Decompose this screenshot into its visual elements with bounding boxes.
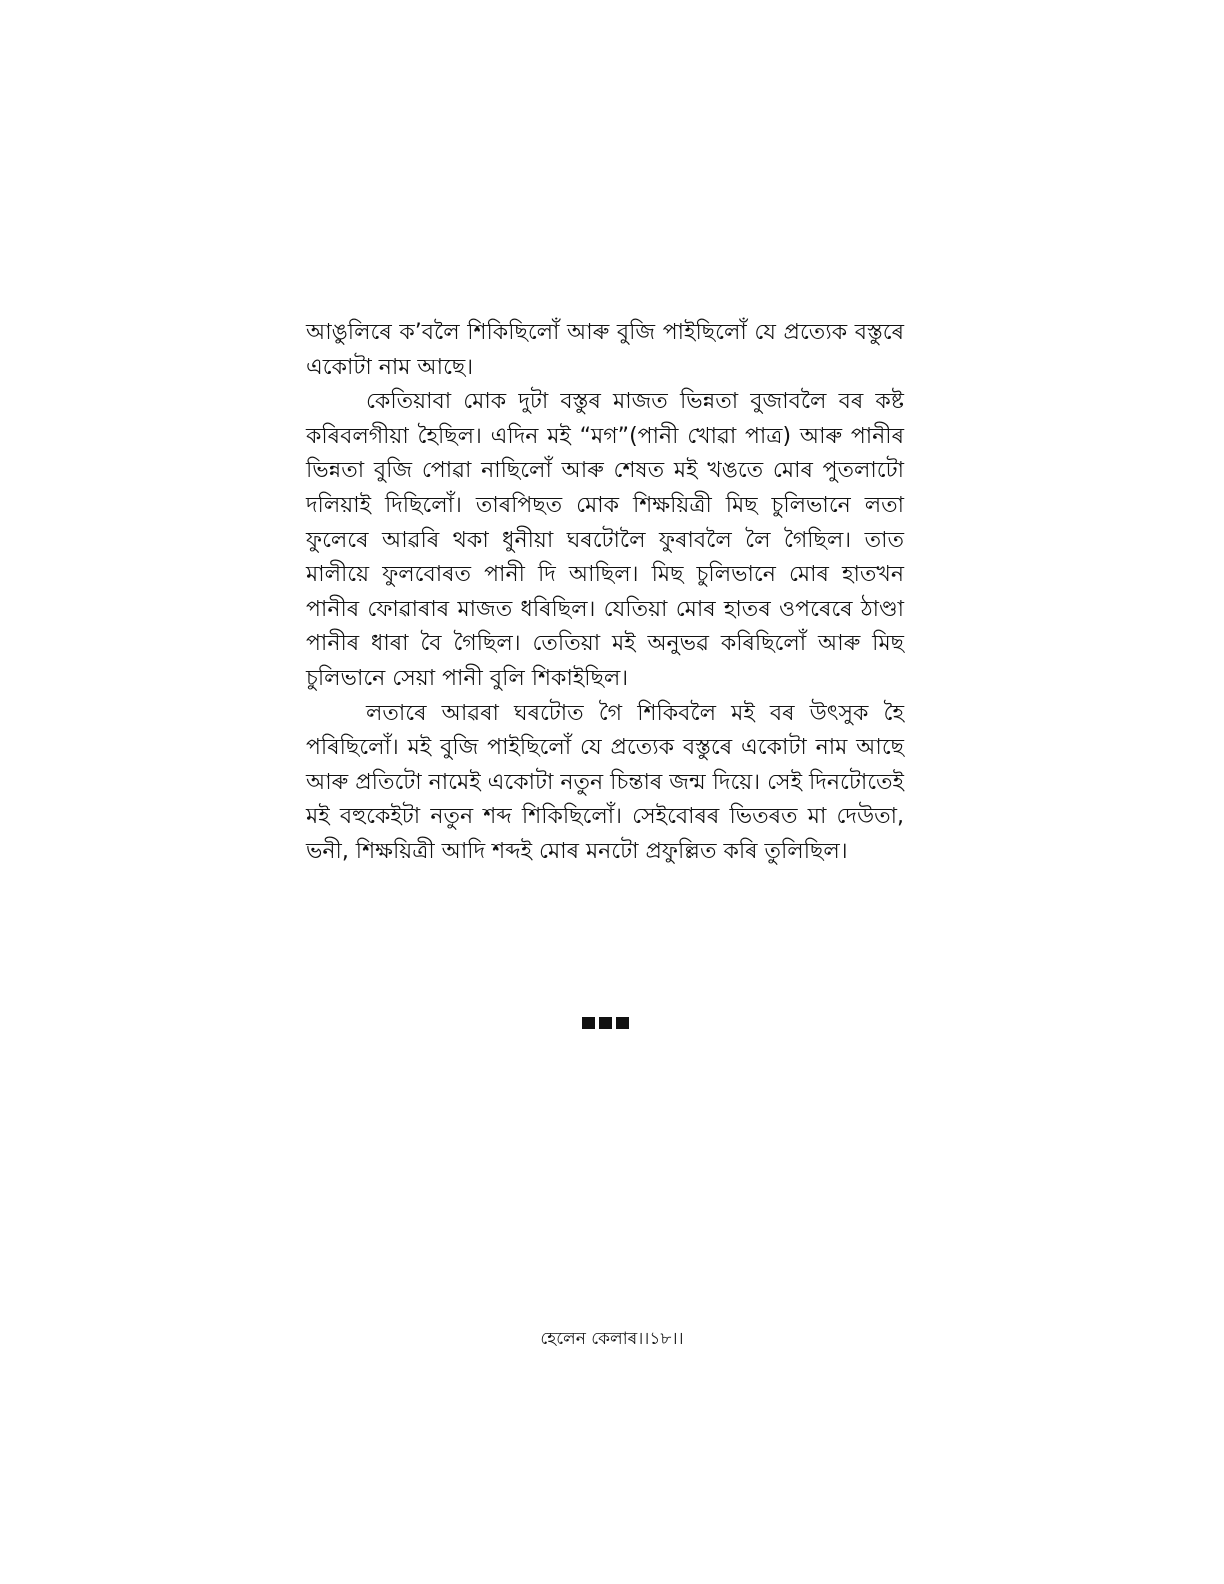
square-icon bbox=[616, 1017, 629, 1029]
paragraph-3: লতাৰে আৱৰা ঘৰটোত গৈ শিকিবলৈ মই বৰ উৎসুক হৈ পৰিছিলোঁ। মই বুজি পাইছিলোঁ যে প্ৰত্যেক বস্তুৰে একোটা নাম আছে আৰু প্ৰতিটো নামেই একোটা নতুন চিন্তাৰ জন্ম দিয়ে। সেই দিনটোতেই মই বহুকেইটা নতুন শব্দ শিকিছিলোঁ। সেইবোৰৰ ভিতৰত মা দেউতা, ভনী, শিক্ষয়িত্ৰী আদি শব্দই মোৰ মনটো প্ৰফুল্লিত কৰি তুলিছিল। bbox=[306, 700, 904, 864]
square-icon bbox=[582, 1017, 595, 1029]
body-text bbox=[306, 316, 904, 870]
paragraph-1: আঙুলিৰে ক’বলৈ শিকিছিলোঁ আৰু বুজি পাইছিলোঁ যে প্ৰত্যেক বস্তুৰে একোটা নাম আছে। bbox=[306, 320, 904, 380]
section-end-ornament bbox=[582, 1017, 629, 1029]
square-icon bbox=[599, 1017, 612, 1029]
page-footer: হেলেন কেলাৰ।।১৮।। bbox=[540, 1329, 684, 1349]
paragraph-2: কেতিয়াবা মোক দুটা বস্তুৰ মাজত ভিন্নতা বুজাবলৈ বৰ কষ্ট কৰিবলগীয়া হৈছিল। এদিন মই “মগ”(পানী খোৱা পাত্ৰ) আৰু পানীৰ ভিন্নতা বুজি পোৱা নাছিলোঁ আৰু শেষত মই খঙতে মোৰ পুতলাটো দলিয়াই দিছিলোঁ। তাৰপিছত মোক শিক্ষয়িত্ৰী মিছ চুলিভানে লতা ফুলেৰে আৱৰি থকা ধুনীয়া ঘৰটোলৈ ফুৰাবলৈ লৈ গৈছিল। তাত মালীয়ে ফুলবোৰত পানী দি আছিল। মিছ চুলিভানে মোৰ হাতখন পানীৰ ফোৱাৰাৰ মাজত ধৰিছিল। যেতিয়া মোৰ হাতৰ ওপৰেৰে ঠাণ্ডা পানীৰ ধাৰা বৈ গৈছিল। তেতিয়া মই অনুভৱ কৰিছিলোঁ আৰু মিছ চুলিভানে সেয়া পানী বুলি শিকাইছিল। bbox=[306, 389, 904, 691]
